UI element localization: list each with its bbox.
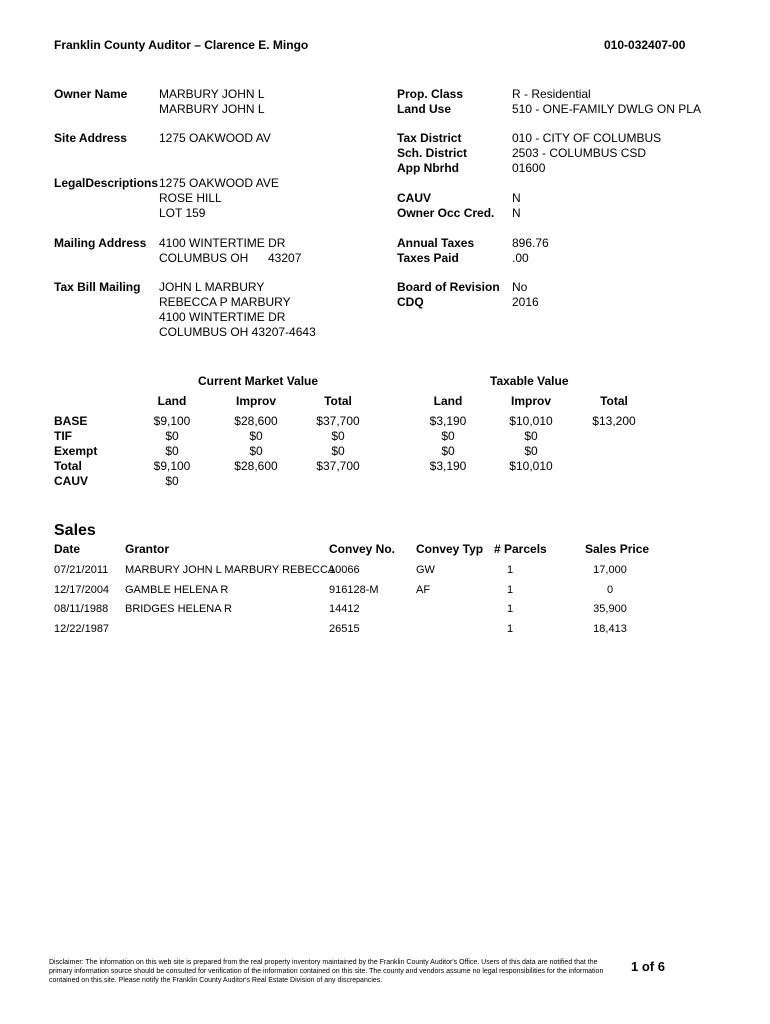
legal-line: 1275 OAKWOOD AVE xyxy=(159,176,279,190)
market-improv-column xyxy=(224,414,288,474)
parcel-id: 010-032407-00 xyxy=(604,38,686,52)
school-district-value: 2503 - COLUMBUS CSD xyxy=(512,146,647,160)
value-cell: $0 xyxy=(524,444,538,458)
cdq-label: CDQ xyxy=(397,295,424,309)
tax-district-label: Tax District xyxy=(397,131,462,145)
value-cell: $0 xyxy=(331,429,345,443)
value-cell: $0 xyxy=(441,444,455,458)
sale-grantor: BRIDGES HELENA R xyxy=(125,603,232,615)
bor-labels xyxy=(397,280,500,310)
value-row-labels xyxy=(54,414,97,489)
taxes-labels xyxy=(397,236,474,266)
sales-convey-no-header: Convey No. xyxy=(329,542,396,556)
sales-convey-type-header: Convey Typ xyxy=(416,542,484,556)
land-use-label: Land Use xyxy=(397,102,452,116)
owner-name-label: Owner Name xyxy=(54,87,128,101)
value-cell: $0 xyxy=(165,444,179,458)
annual-taxes-label: Annual Taxes xyxy=(397,236,475,250)
sale-date: 08/11/1988 xyxy=(54,603,109,615)
tax-bill-line: COLUMBUS OH 43207-4643 xyxy=(159,325,316,339)
tax-bill-line: JOHN L MARBURY xyxy=(159,280,265,294)
prop-class-labels xyxy=(397,87,463,117)
value-cell: $3,190 xyxy=(429,414,467,428)
current-market-value-title: Current Market Value xyxy=(198,374,319,388)
board-of-revision-label: Board of Revision xyxy=(397,280,500,294)
prop-class-value: R - Residential xyxy=(512,87,591,101)
taxable-improv-header: Improv xyxy=(510,394,551,408)
value-cell: $28,600 xyxy=(234,414,278,428)
value-cell: $9,100 xyxy=(153,459,191,473)
taxes-values xyxy=(512,236,549,266)
sale-convey-no: 916128-M xyxy=(329,584,379,596)
value-cell: $37,700 xyxy=(316,414,360,428)
value-cell: $0 xyxy=(441,429,455,443)
base-label: BASE xyxy=(54,414,88,428)
taxable-total-header: Total xyxy=(600,394,628,408)
page-indicator: 1 of 6 xyxy=(631,959,665,974)
value-cell: $28,600 xyxy=(234,459,278,473)
bor-values xyxy=(512,280,539,310)
owner-occ-cred-label: Owner Occ Cred. xyxy=(397,206,495,220)
legal-line: ROSE HILL xyxy=(159,191,222,205)
sale-date: 07/21/2011 xyxy=(54,564,109,576)
value-cell: $0 xyxy=(249,429,263,443)
legal-descriptions-values xyxy=(159,176,279,221)
sale-convey-no: 26515 xyxy=(329,623,360,635)
sale-convey-type: AF xyxy=(416,584,431,596)
sales-date-header: Date xyxy=(54,542,81,556)
cauv-label: CAUV xyxy=(397,191,432,205)
sale-convey-type: GW xyxy=(416,564,435,576)
site-address-label: Site Address xyxy=(54,131,127,145)
cauv-values xyxy=(512,191,521,221)
value-cell: $0 xyxy=(165,429,179,443)
tax-bill-mailing-label: Tax Bill Mailing xyxy=(54,280,141,294)
district-labels xyxy=(397,131,467,176)
value-cell: $3,190 xyxy=(429,459,467,473)
owner-occ-cred-value: N xyxy=(512,206,521,220)
sale-parcels: 1 xyxy=(506,564,514,576)
sale-date: 12/22/1987 xyxy=(54,623,110,635)
school-district-label: Sch. District xyxy=(397,146,468,160)
tif-label: TIF xyxy=(54,429,72,443)
value-cell: $37,700 xyxy=(316,459,360,473)
owner-name-line: MARBURY JOHN L xyxy=(159,102,265,116)
mailing-address-line1: 4100 WINTERTIME DR xyxy=(159,236,286,250)
sale-grantor: GAMBLE HELENA R xyxy=(125,584,229,596)
app-nbrhd-value: 01600 xyxy=(512,161,546,175)
sale-convey-no: 14412 xyxy=(329,603,360,615)
report-title: Franklin County Auditor – Clarence E. Mingo xyxy=(54,38,309,52)
value-cell: $9,100 xyxy=(153,414,191,428)
sale-date: 12/17/2004 xyxy=(54,584,110,596)
legal-line: LOT 159 xyxy=(159,206,206,220)
market-land-column xyxy=(140,414,204,489)
market-total-column xyxy=(306,414,370,474)
value-cell: $10,010 xyxy=(509,459,553,473)
taxable-value-title: Taxable Value xyxy=(490,374,569,388)
taxable-land-column xyxy=(416,414,480,474)
taxes-paid-label: Taxes Paid xyxy=(397,251,459,265)
tax-district-value: 010 - CITY OF COLUMBUS xyxy=(512,131,662,145)
board-of-revision-value: No xyxy=(512,280,528,294)
land-use-value: 510 - ONE-FAMILY DWLG ON PLA xyxy=(512,102,701,116)
sales-price-header: Sales Price xyxy=(585,542,650,556)
tax-bill-mailing-values xyxy=(159,280,316,340)
value-cell: $10,010 xyxy=(509,414,553,428)
cauv-row-label: CAUV xyxy=(54,474,89,488)
market-improv-header: Improv xyxy=(235,394,276,408)
taxable-total-column xyxy=(582,414,646,429)
sale-convey-no: 10066 xyxy=(329,564,360,576)
market-total-header: Total xyxy=(324,394,352,408)
owner-name-line: MARBURY JOHN L xyxy=(159,87,265,101)
sales-parcels-header: # Parcels xyxy=(494,542,547,556)
taxable-land-header: Land xyxy=(433,394,463,408)
sale-price: 0 xyxy=(606,584,614,596)
tax-bill-line: 4100 WINTERTIME DR xyxy=(159,310,286,324)
sale-parcels: 1 xyxy=(506,584,514,596)
prop-class-values xyxy=(512,87,701,117)
value-cell: $0 xyxy=(524,429,538,443)
cauv-value: N xyxy=(512,191,521,205)
disclaimer-text: Disclaimer: The information on this web site is prepared from the real property inventory maintained by the Franklin County Auditor's Office. Users of this data are notified that the primary information source should be consulted for verification of the information contained on this site. The county and vendors assume no legal responsibilities for the information contained on this site. Please notify the Franklin County Auditor's Real Estate Division of any discrepancies. xyxy=(49,959,604,984)
value-cell: $0 xyxy=(331,444,345,458)
legal-descriptions-label: LegalDescriptions xyxy=(54,176,159,190)
sales-title: Sales xyxy=(54,522,96,539)
site-address-value: 1275 OAKWOOD AV xyxy=(159,131,271,145)
sale-grantor: MARBURY JOHN L MARBURY REBECCA xyxy=(125,564,336,576)
sale-price: 17,000 xyxy=(593,564,627,576)
total-label: Total xyxy=(54,459,82,473)
taxable-improv-column xyxy=(499,414,563,474)
sale-parcels: 1 xyxy=(506,603,514,615)
owner-name-values xyxy=(159,87,265,117)
sale-price: 35,900 xyxy=(593,603,627,615)
market-land-header: Land xyxy=(157,394,187,408)
mailing-address-zip: 43207 xyxy=(268,251,302,265)
cdq-value: 2016 xyxy=(512,295,539,309)
annual-taxes-value: 896.76 xyxy=(512,236,549,250)
exempt-label: Exempt xyxy=(54,444,98,458)
mailing-address-city: COLUMBUS OH xyxy=(159,251,249,265)
mailing-address-label: Mailing Address xyxy=(54,236,147,250)
taxes-paid-value: .00 xyxy=(512,251,529,265)
sale-parcels: 1 xyxy=(506,623,514,635)
district-values xyxy=(512,131,661,176)
sale-price: 18,413 xyxy=(593,623,627,635)
app-nbrhd-label: App Nbrhd xyxy=(397,161,459,175)
prop-class-label: Prop. Class xyxy=(397,87,464,101)
cauv-labels xyxy=(397,191,494,221)
tax-bill-line: REBECCA P MARBURY xyxy=(159,295,291,309)
value-cell: $0 xyxy=(249,444,263,458)
sales-grantor-header: Grantor xyxy=(125,542,170,556)
value-cell: $13,200 xyxy=(592,414,636,428)
value-cell: $0 xyxy=(165,474,179,488)
